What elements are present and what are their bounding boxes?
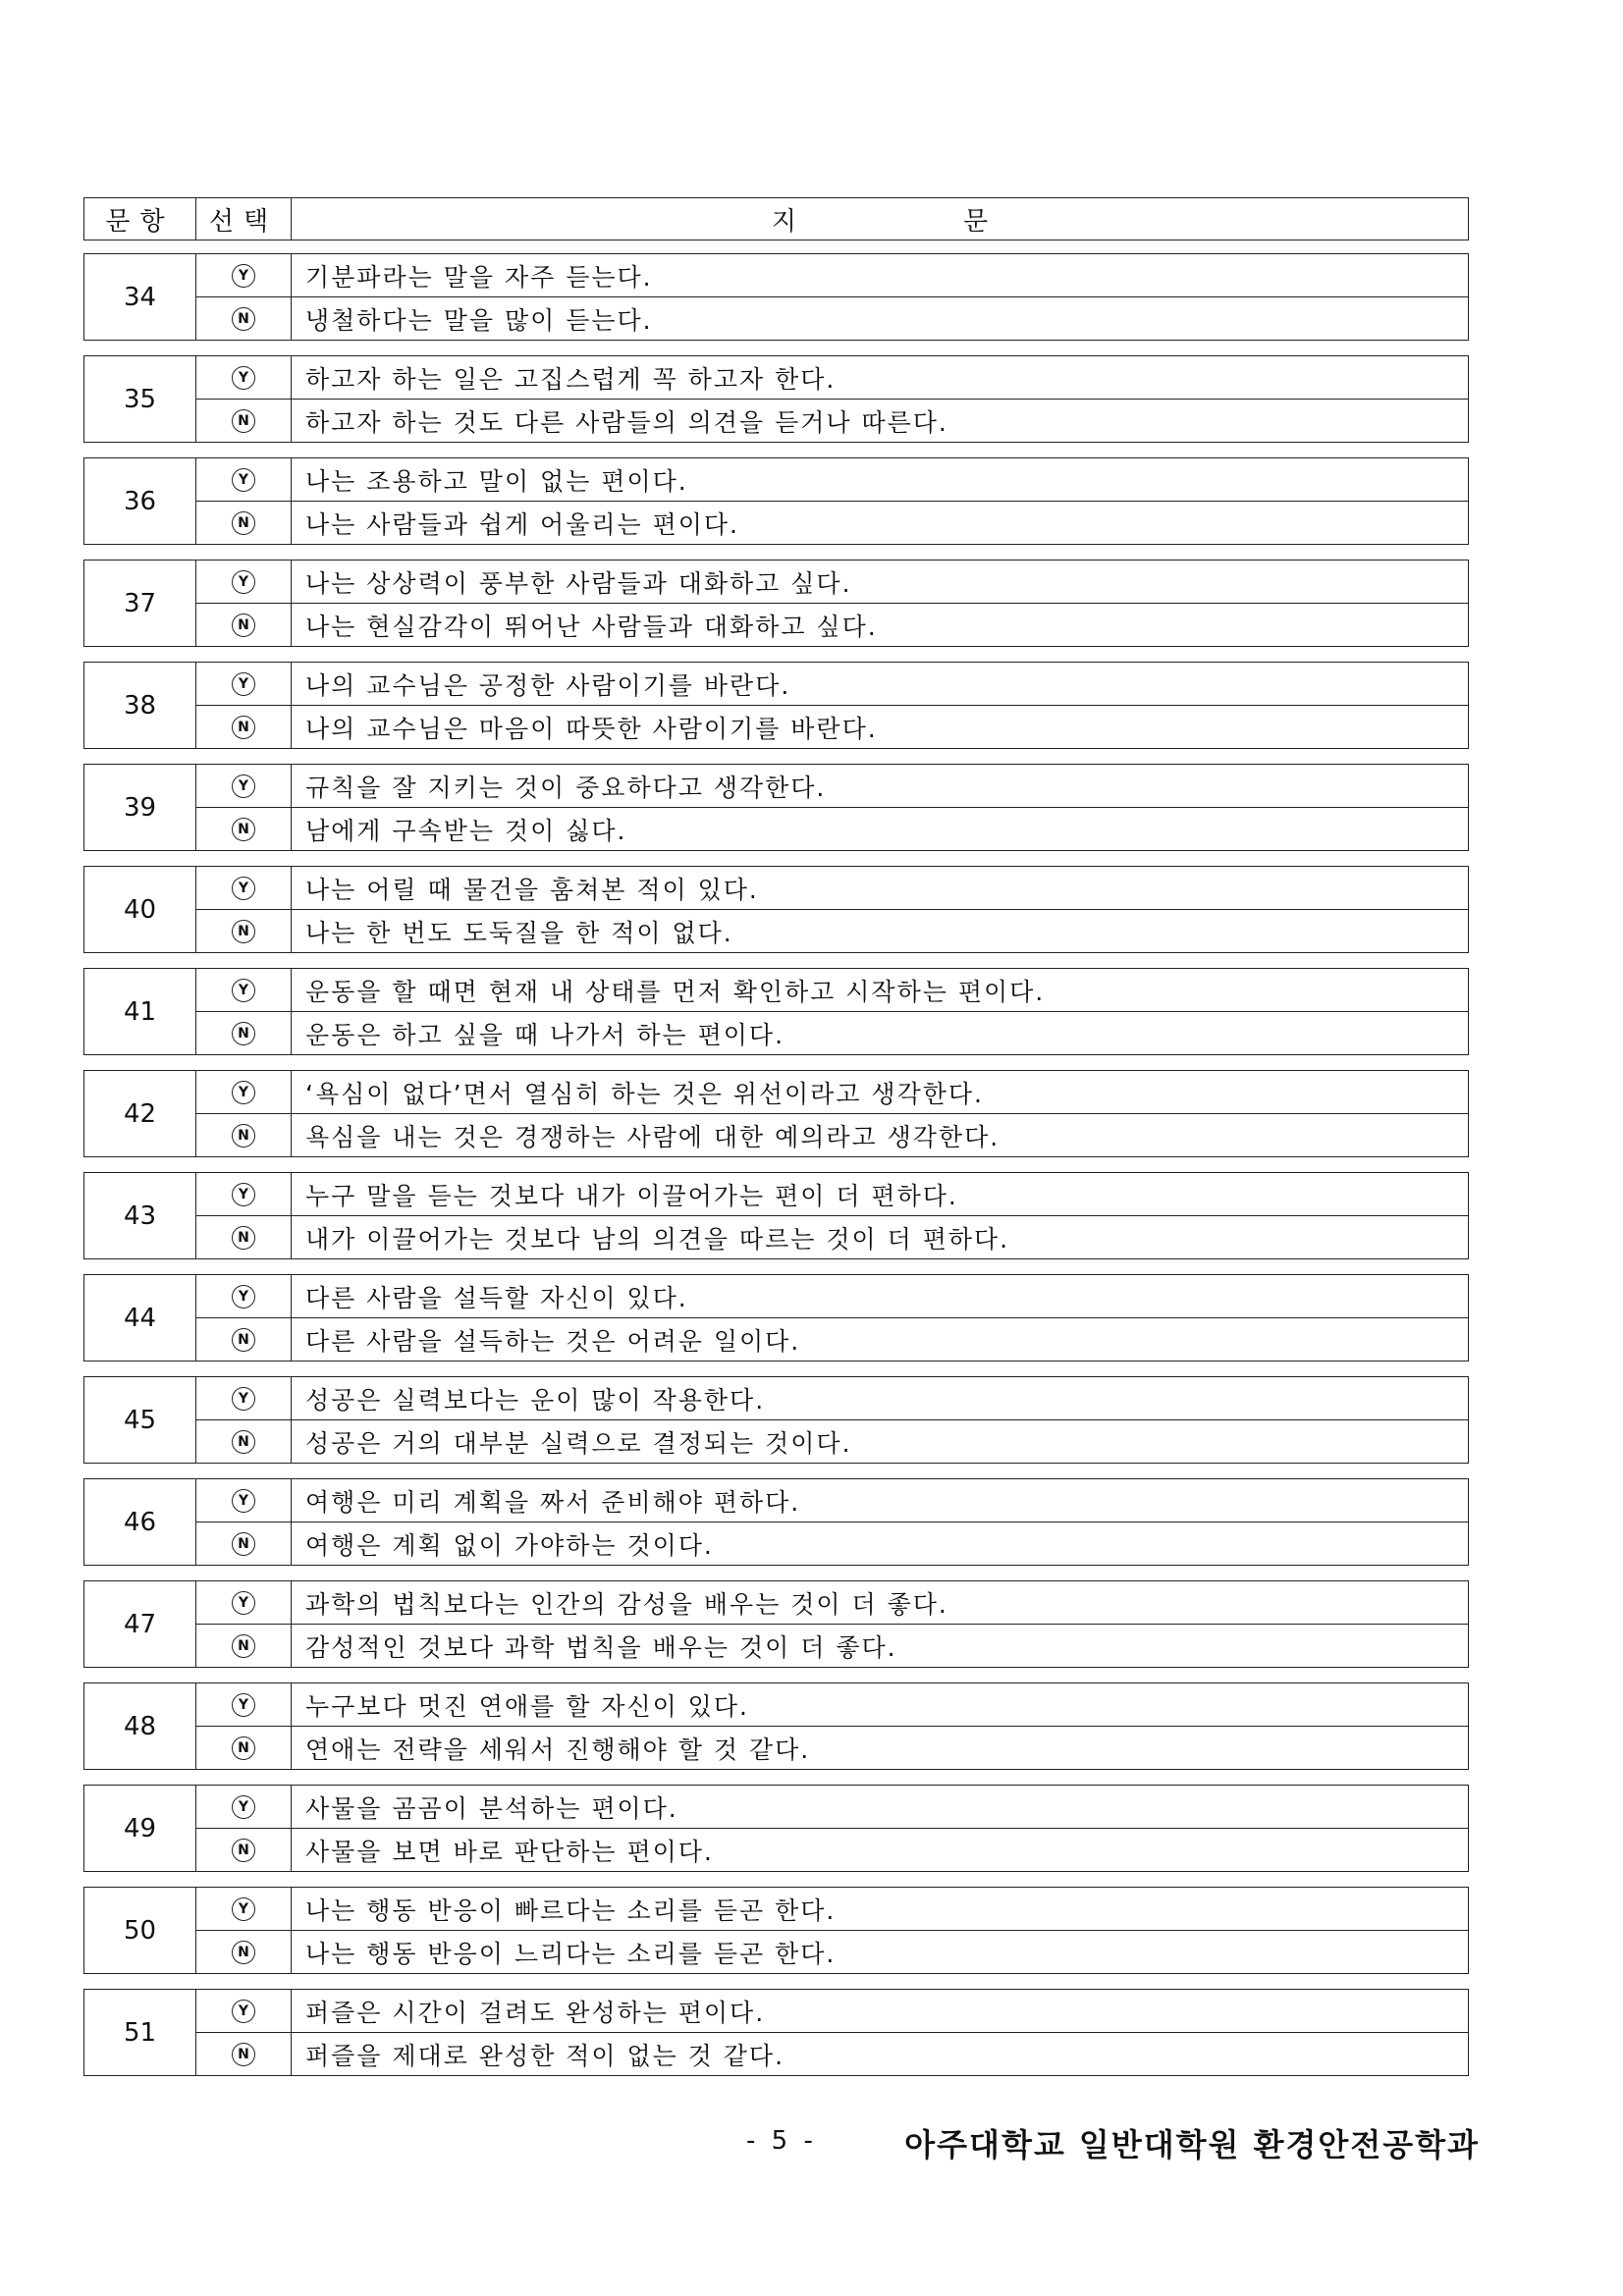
question-number: 40 — [84, 867, 196, 952]
option-row-yes[interactable] — [196, 1275, 1468, 1317]
question-number: 34 — [84, 254, 196, 340]
option-row-no[interactable] — [196, 1522, 1468, 1565]
question-item — [83, 1172, 1469, 1259]
circled-no-icon[interactable]: N — [232, 409, 255, 433]
question-item — [83, 1887, 1469, 1974]
option-text: 다른 사람을 설득할 자신이 있다. — [305, 1283, 688, 1312]
question-item — [83, 662, 1469, 749]
option-row-no[interactable] — [196, 1113, 1468, 1156]
circled-no-icon[interactable]: N — [232, 614, 255, 637]
option-row-yes[interactable] — [196, 1683, 1468, 1726]
option-row-no[interactable] — [196, 1419, 1468, 1463]
option-text: 퍼즐은 시간이 걸려도 완성하는 편이다. — [305, 1998, 766, 2027]
option-row-yes[interactable] — [196, 1071, 1468, 1113]
option-row-yes[interactable] — [196, 663, 1468, 705]
option-text: 나는 상상력이 풍부한 사람들과 대화하고 싶다. — [305, 568, 852, 598]
circled-no-icon[interactable]: N — [232, 2043, 255, 2066]
question-number: 49 — [84, 1786, 196, 1871]
option-row-no[interactable] — [196, 501, 1468, 544]
option-text: 하고자 하는 일은 고집스럽게 꼭 하고자 한다. — [305, 364, 837, 394]
circled-yes-icon[interactable]: Y — [232, 570, 255, 594]
circled-no-icon[interactable]: N — [232, 1839, 255, 1862]
option-text: 사물을 보면 바로 판단하는 편이다. — [305, 1837, 714, 1866]
circled-yes-icon[interactable]: Y — [232, 1285, 255, 1308]
circled-yes-icon[interactable]: Y — [232, 877, 255, 900]
question-item — [83, 1478, 1469, 1566]
question-item — [83, 1785, 1469, 1872]
option-text: 여행은 계획 없이 가야하는 것이다. — [305, 1530, 714, 1560]
option-text: 나는 조용하고 말이 없는 편이다. — [305, 466, 688, 496]
question-number: 36 — [84, 458, 196, 544]
option-text: 남에게 구속받는 것이 싫다. — [305, 816, 627, 845]
question-number: 44 — [84, 1275, 196, 1361]
option-row-yes[interactable] — [196, 254, 1468, 296]
option-row-yes[interactable] — [196, 1990, 1468, 2032]
question-item — [83, 355, 1469, 443]
option-row-no[interactable] — [196, 1011, 1468, 1054]
option-row-yes[interactable] — [196, 1888, 1468, 1930]
circled-no-icon[interactable]: N — [232, 1532, 255, 1556]
option-text: 퍼즐을 제대로 완성한 적이 없는 것 같다. — [305, 2041, 785, 2070]
question-number: 45 — [84, 1377, 196, 1463]
circled-yes-icon[interactable]: Y — [232, 366, 255, 390]
option-text: 운동을 할 때면 현재 내 상태를 먼저 확인하고 시작하는 편이다. — [305, 977, 1046, 1006]
header-statement — [292, 198, 1468, 240]
option-text: ‘욕심이 없다’면서 열심히 하는 것은 위선이라고 생각한다. — [305, 1079, 984, 1108]
question-item — [83, 1274, 1469, 1362]
option-text: 나는 한 번도 도둑질을 한 적이 없다. — [305, 918, 733, 947]
question-number: 51 — [84, 1990, 196, 2075]
option-text: 감성적인 것보다 과학 법칙을 배우는 것이 더 좋다. — [305, 1632, 897, 1662]
option-text: 나는 사람들과 쉽게 어울리는 편이다. — [305, 509, 739, 539]
option-row-yes[interactable] — [196, 765, 1468, 807]
question-number: 48 — [84, 1683, 196, 1769]
page-number: - 5 - — [746, 2126, 817, 2156]
option-row-no[interactable] — [196, 807, 1468, 850]
circled-no-icon[interactable]: N — [232, 307, 255, 331]
option-text: 운동은 하고 싶을 때 나가서 하는 편이다. — [305, 1020, 785, 1049]
circled-no-icon[interactable]: N — [232, 1022, 255, 1045]
table-header — [83, 197, 1469, 240]
option-text: 나는 어릴 때 물건을 훔쳐본 적이 있다. — [305, 875, 759, 904]
option-row-no[interactable] — [196, 909, 1468, 952]
question-item — [83, 1682, 1469, 1770]
option-text: 하고자 하는 것도 다른 사람들의 의견을 듣거나 따른다. — [305, 407, 948, 437]
circled-yes-icon[interactable]: Y — [232, 1897, 255, 1921]
circled-no-icon[interactable]: N — [232, 1328, 255, 1352]
circled-no-icon[interactable]: N — [232, 1634, 255, 1658]
option-text: 성공은 실력보다는 운이 많이 작용한다. — [305, 1385, 766, 1415]
question-number: 50 — [84, 1888, 196, 1973]
circled-yes-icon[interactable]: Y — [232, 1387, 255, 1411]
option-row-yes[interactable] — [196, 561, 1468, 603]
page-footer — [0, 2118, 1623, 2167]
question-item — [83, 1989, 1469, 2076]
option-text: 과학의 법칙보다는 인간의 감성을 배우는 것이 더 좋다. — [305, 1589, 948, 1619]
circled-no-icon[interactable]: N — [232, 716, 255, 739]
circled-no-icon[interactable]: N — [232, 1941, 255, 1964]
circled-no-icon[interactable]: N — [232, 818, 255, 841]
option-text: 나의 교수님은 공정한 사람이기를 바란다. — [305, 670, 791, 700]
circled-yes-icon[interactable]: Y — [232, 2000, 255, 2023]
option-row-no[interactable] — [196, 296, 1468, 340]
option-row-no[interactable] — [196, 2032, 1468, 2075]
option-text: 누구 말을 듣는 것보다 내가 이끌어가는 편이 더 편하다. — [305, 1181, 958, 1210]
option-text: 기분파라는 말을 자주 듣는다. — [305, 262, 653, 292]
header-statement-a: 지 — [771, 206, 796, 237]
question-item — [83, 968, 1469, 1055]
question-item — [83, 457, 1469, 545]
option-row-yes[interactable] — [196, 1479, 1468, 1522]
circled-no-icon[interactable]: N — [232, 1430, 255, 1454]
option-row-no[interactable] — [196, 1624, 1468, 1667]
option-text: 나는 현실감각이 뛰어난 사람들과 대화하고 싶다. — [305, 612, 878, 641]
question-number: 43 — [84, 1173, 196, 1258]
option-text: 누구보다 멋진 연애를 할 자신이 있다. — [305, 1691, 749, 1721]
header-question-number: 문항 — [84, 198, 196, 240]
circled-no-icon[interactable]: N — [232, 920, 255, 943]
question-number: 35 — [84, 356, 196, 442]
question-item — [83, 866, 1469, 953]
question-item — [83, 1376, 1469, 1464]
circled-yes-icon[interactable]: Y — [232, 1183, 255, 1206]
question-number: 47 — [84, 1581, 196, 1667]
question-item — [83, 1580, 1469, 1668]
question-item — [83, 764, 1469, 851]
question-number: 46 — [84, 1479, 196, 1565]
option-row-no[interactable] — [196, 1317, 1468, 1361]
option-text: 냉철하다는 말을 많이 듣는다. — [305, 305, 653, 335]
circled-yes-icon[interactable]: Y — [232, 1081, 255, 1104]
option-row-no[interactable] — [196, 705, 1468, 748]
circled-no-icon[interactable]: N — [232, 1124, 255, 1148]
option-row-yes[interactable] — [196, 867, 1468, 909]
circled-yes-icon[interactable]: Y — [232, 979, 255, 1002]
header-selection: 선택 — [196, 198, 292, 240]
option-row-yes[interactable] — [196, 1173, 1468, 1215]
option-text: 욕심을 내는 것은 경쟁하는 사람에 대한 예의라고 생각한다. — [305, 1122, 1001, 1151]
question-item — [83, 253, 1469, 341]
option-text: 나의 교수님은 마음이 따뜻한 사람이기를 바란다. — [305, 714, 878, 743]
option-row-yes[interactable] — [196, 1786, 1468, 1828]
question-number: 41 — [84, 969, 196, 1054]
option-text: 다른 사람을 설득하는 것은 어려운 일이다. — [305, 1326, 801, 1356]
option-text: 내가 이끌어가는 것보다 남의 의견을 따르는 것이 더 편하다. — [305, 1224, 1010, 1254]
option-text: 나는 행동 반응이 빠르다는 소리를 듣곤 한다. — [305, 1896, 837, 1925]
option-row-no[interactable] — [196, 1726, 1468, 1769]
question-number: 42 — [84, 1071, 196, 1156]
question-item — [83, 1070, 1469, 1157]
question-list — [83, 253, 1469, 2091]
option-row-yes[interactable] — [196, 1581, 1468, 1624]
option-row-no[interactable] — [196, 1930, 1468, 1973]
option-text: 사물을 곰곰이 분석하는 편이다. — [305, 1793, 678, 1823]
option-row-yes[interactable] — [196, 969, 1468, 1011]
circled-yes-icon[interactable]: Y — [232, 1693, 255, 1717]
circled-yes-icon[interactable]: Y — [232, 1591, 255, 1615]
circled-yes-icon[interactable]: Y — [232, 672, 255, 696]
option-text: 나는 행동 반응이 느리다는 소리를 듣곤 한다. — [305, 1939, 837, 1968]
option-row-yes[interactable] — [196, 356, 1468, 399]
circled-yes-icon[interactable]: Y — [232, 1795, 255, 1819]
option-row-no[interactable] — [196, 603, 1468, 646]
option-row-yes[interactable] — [196, 1377, 1468, 1419]
circled-yes-icon[interactable]: Y — [232, 468, 255, 492]
question-item — [83, 560, 1469, 647]
option-text: 성공은 거의 대부분 실력으로 결정되는 것이다. — [305, 1428, 852, 1458]
option-row-no[interactable] — [196, 1215, 1468, 1258]
option-text: 연애는 전략을 세워서 진행해야 할 것 같다. — [305, 1735, 811, 1764]
circled-yes-icon[interactable]: Y — [232, 1489, 255, 1513]
circled-no-icon[interactable]: N — [232, 511, 255, 535]
question-number: 39 — [84, 765, 196, 850]
option-text: 규칙을 잘 지키는 것이 중요하다고 생각한다. — [305, 773, 827, 802]
question-number: 37 — [84, 561, 196, 646]
circled-no-icon[interactable]: N — [232, 1226, 255, 1250]
option-row-yes[interactable] — [196, 458, 1468, 501]
circled-yes-icon[interactable]: Y — [232, 264, 255, 288]
question-number: 38 — [84, 663, 196, 748]
option-row-no[interactable] — [196, 1828, 1468, 1871]
circled-yes-icon[interactable]: Y — [232, 774, 255, 798]
institution-name: 아주대학교 일반대학원 환경안전공학과 — [904, 2126, 1480, 2163]
option-text: 여행은 미리 계획을 짜서 준비해야 편하다. — [305, 1487, 801, 1517]
circled-no-icon[interactable]: N — [232, 1736, 255, 1760]
header-statement-b: 문 — [963, 206, 989, 237]
option-row-no[interactable] — [196, 399, 1468, 442]
